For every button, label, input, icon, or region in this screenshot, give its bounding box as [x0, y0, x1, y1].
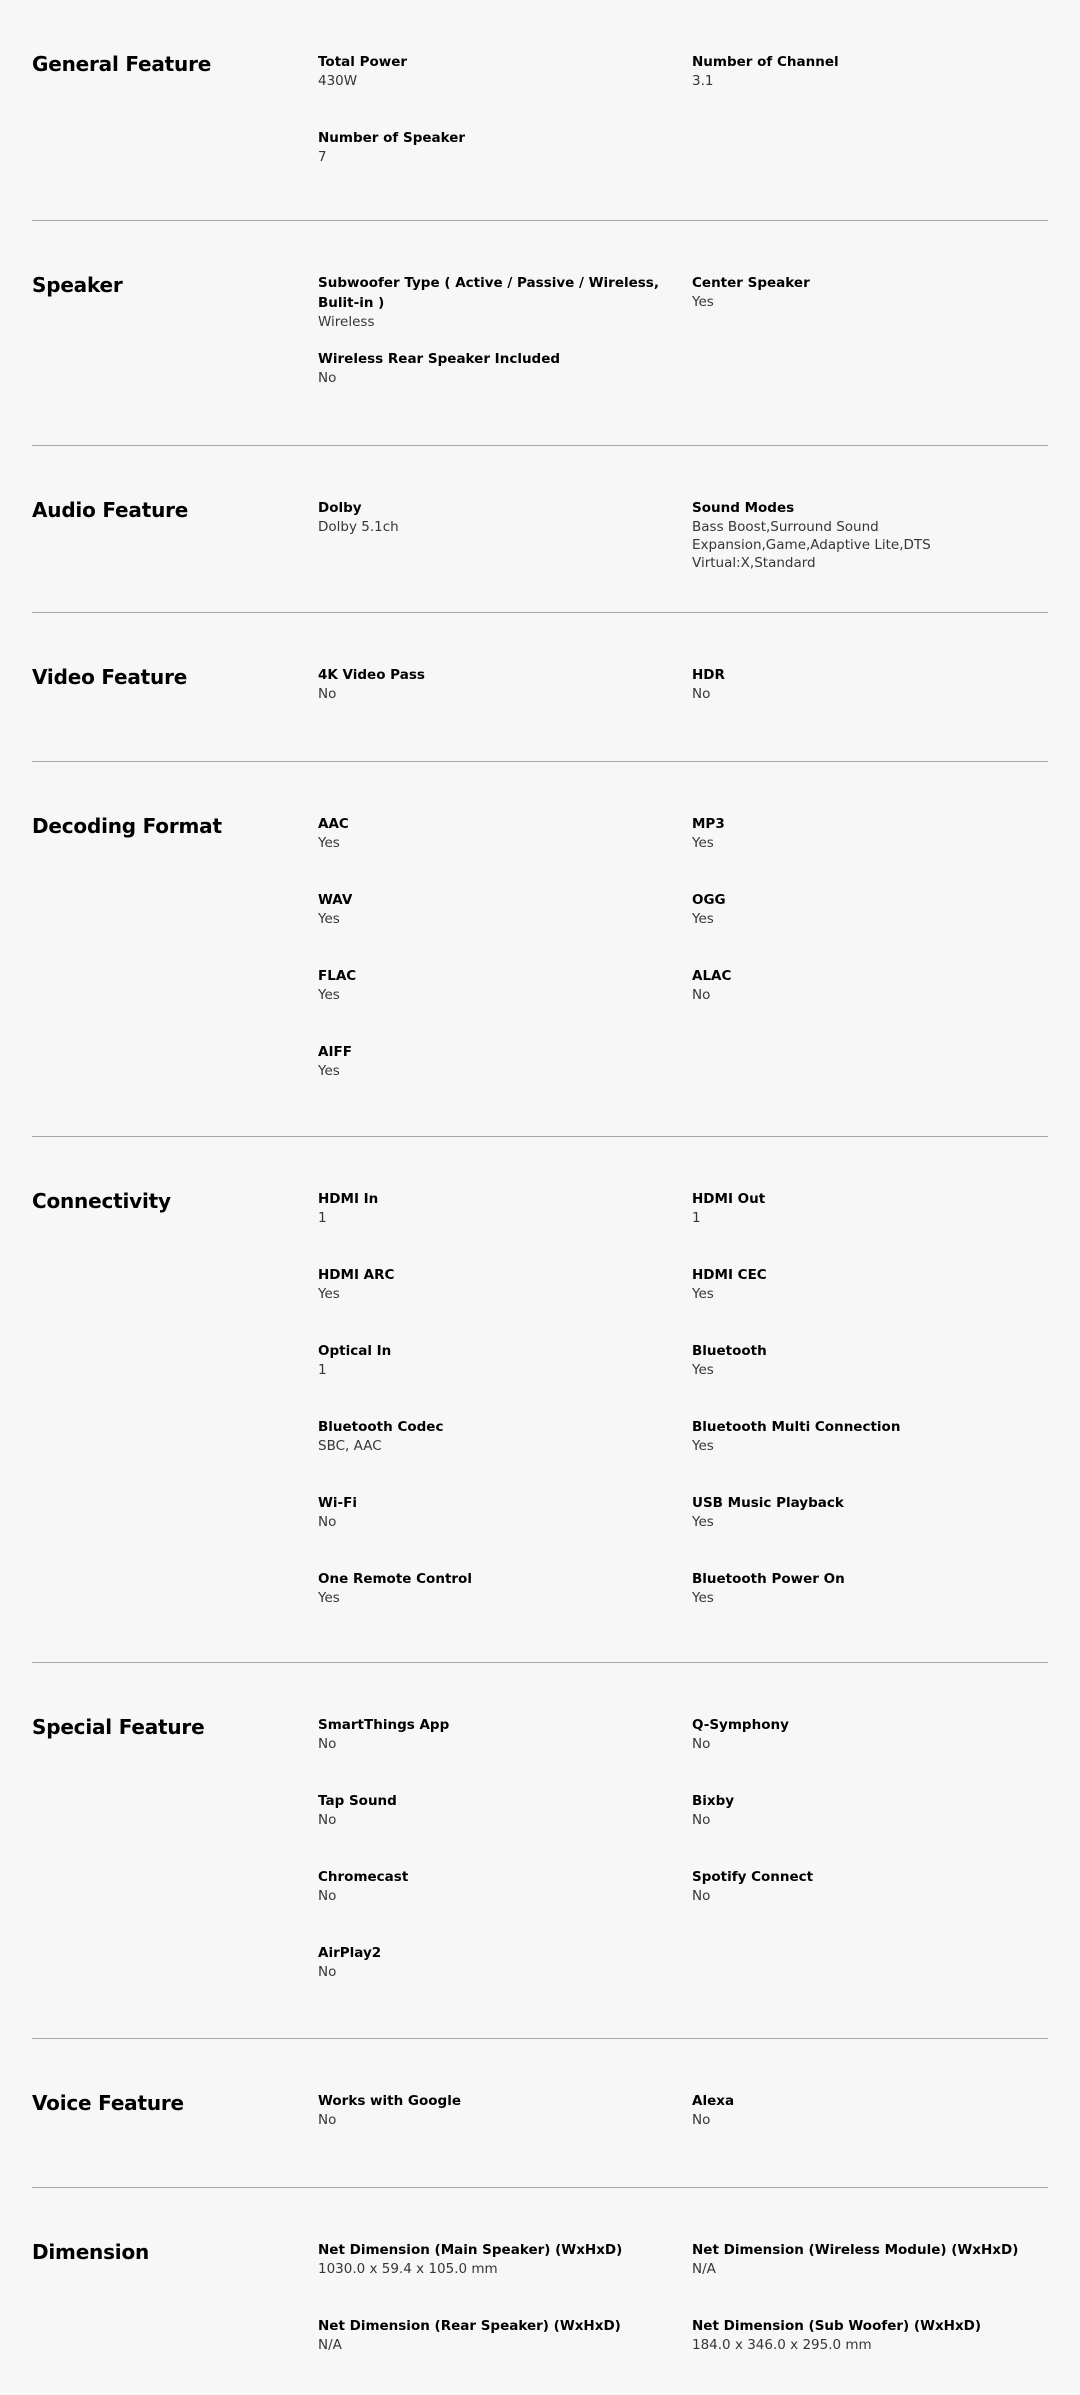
spec-item	[318, 2240, 692, 2316]
spec-label: USB Music Playback	[692, 1495, 844, 1511]
spec-section-special-feature	[32, 1663, 1048, 2039]
spec-label: Wireless Rear Speaker Included	[318, 351, 561, 367]
spec-label: AirPlay2	[318, 1945, 382, 1961]
spec-section-dimension	[32, 2188, 1048, 2388]
spec-section-video-feature	[32, 613, 1048, 762]
spec-item	[692, 2240, 1048, 2316]
spec-label: Bluetooth Codec	[318, 1419, 444, 1435]
spec-label: Center Speaker	[692, 275, 810, 291]
spec-value: No	[318, 1736, 337, 1752]
spec-section-audio-feature	[32, 446, 1048, 613]
spec-grid	[318, 2240, 1048, 2392]
spec-item	[692, 1189, 1048, 1265]
spec-item	[318, 1791, 692, 1867]
spec-value: 1030.0 x 59.4 x 105.0 mm	[318, 2261, 498, 2277]
spec-label: FLAC	[318, 968, 357, 984]
spec-item	[318, 1943, 692, 2019]
section-title: Connectivity	[32, 1189, 171, 1213]
spec-value: No	[318, 686, 337, 702]
spec-value: SBC, AAC	[318, 1438, 382, 1454]
spec-value: Yes	[692, 1590, 714, 1606]
spec-value: No	[692, 1812, 711, 1828]
spec-value: Yes	[318, 835, 340, 851]
spec-label: Total Power	[318, 54, 408, 70]
spec-item	[692, 1867, 1048, 1943]
spec-label: HDMI ARC	[318, 1267, 395, 1283]
spec-label: ALAC	[692, 968, 732, 984]
spec-value: No	[318, 1964, 337, 1980]
spec-label: HDMI Out	[692, 1191, 766, 1207]
section-title: Special Feature	[32, 1715, 205, 1739]
spec-label: Bluetooth	[692, 1343, 767, 1359]
section-title: Decoding Format	[32, 814, 222, 838]
spec-label: Chromecast	[318, 1869, 409, 1885]
spec-grid	[318, 2091, 1048, 2167]
spec-label: OGG	[692, 892, 726, 908]
spec-item	[692, 966, 1048, 1042]
spec-label: HDMI CEC	[692, 1267, 767, 1283]
spec-value: 1	[318, 1362, 327, 1378]
spec-value: 430W	[318, 73, 358, 89]
spec-item	[318, 1042, 692, 1118]
section-title: Audio Feature	[32, 498, 189, 522]
section-title: Dimension	[32, 2240, 150, 2264]
spec-label: Bluetooth Multi Connection	[692, 1419, 901, 1435]
spec-label: AIFF	[318, 1044, 352, 1060]
spec-label: Subwoofer Type ( Active / Passive / Wireless, Bulit-in )	[318, 275, 659, 311]
spec-section-decoding-format	[32, 762, 1048, 1137]
spec-label: AAC	[318, 816, 349, 832]
spec-item	[692, 890, 1048, 966]
spec-grid	[318, 52, 1048, 204]
spec-value: N/A	[318, 2337, 342, 2353]
spec-value: No	[318, 1812, 337, 1828]
spec-value: 7	[318, 149, 327, 165]
spec-value: Yes	[318, 1286, 340, 1302]
spec-label: Bluetooth Power On	[692, 1571, 845, 1587]
spec-label: Q-Symphony	[692, 1717, 789, 1733]
spec-value: Bass Boost,Surround Sound Expansion,Game,Adaptive Lite,DTS Virtual:X,Standard	[692, 519, 931, 571]
spec-label: HDR	[692, 667, 725, 683]
spec-value: Wireless	[318, 314, 375, 330]
spec-label: Number of Speaker	[318, 130, 466, 146]
section-title: General Feature	[32, 52, 212, 76]
spec-item	[318, 1715, 692, 1791]
spec-value: No	[318, 2112, 337, 2128]
spec-item	[318, 890, 692, 966]
spec-value: Yes	[692, 1438, 714, 1454]
spec-item	[318, 349, 692, 425]
spec-value: Yes	[692, 1286, 714, 1302]
spec-label: Net Dimension (Sub Woofer) (WxHxD)	[692, 2318, 982, 2334]
spec-item	[318, 1189, 692, 1265]
spec-label: One Remote Control	[318, 1571, 472, 1587]
spec-item	[692, 1341, 1048, 1417]
spec-label: Optical In	[318, 1343, 392, 1359]
spec-value: No	[318, 1888, 337, 1904]
spec-value: No	[692, 987, 711, 1003]
spec-item	[318, 665, 692, 741]
spec-grid	[318, 665, 1048, 741]
spec-value: Yes	[318, 911, 340, 927]
spec-value: Yes	[318, 1063, 340, 1079]
spec-section-connectivity	[32, 1137, 1048, 1663]
section-title: Voice Feature	[32, 2091, 184, 2115]
spec-label: Net Dimension (Rear Speaker) (WxHxD)	[318, 2318, 621, 2334]
spec-item	[318, 498, 692, 574]
spec-value: Yes	[692, 1362, 714, 1378]
spec-item	[318, 814, 692, 890]
spec-item	[692, 2316, 1048, 2392]
spec-item	[318, 2316, 692, 2392]
spec-value: Yes	[692, 835, 714, 851]
spec-value: No	[692, 686, 711, 702]
spec-value: 184.0 x 346.0 x 295.0 mm	[692, 2337, 872, 2353]
section-title: Video Feature	[32, 665, 188, 689]
spec-section-general-feature	[32, 0, 1048, 221]
spec-value: Yes	[692, 294, 714, 310]
spec-item	[692, 665, 1048, 741]
spec-grid	[318, 1189, 1048, 1645]
spec-item	[318, 1265, 692, 1341]
spec-item	[318, 2091, 692, 2167]
spec-value: 1	[318, 1210, 327, 1226]
spec-item	[318, 966, 692, 1042]
spec-grid	[318, 1715, 1048, 2019]
spec-item	[318, 128, 692, 204]
spec-item	[692, 1417, 1048, 1493]
spec-item	[692, 1493, 1048, 1569]
spec-item	[692, 1569, 1048, 1645]
spec-value: 1	[692, 1210, 701, 1226]
spec-value: 3.1	[692, 73, 714, 89]
spec-label: Spotify Connect	[692, 1869, 814, 1885]
spec-value: Yes	[692, 911, 714, 927]
spec-label: MP3	[692, 816, 725, 832]
spec-item	[318, 1867, 692, 1943]
spec-grid	[318, 273, 1048, 425]
spec-label: HDMI In	[318, 1191, 379, 1207]
spec-item	[318, 1341, 692, 1417]
spec-value: No	[692, 1736, 711, 1752]
spec-label: Net Dimension (Wireless Module) (WxHxD)	[692, 2242, 1019, 2258]
spec-label: SmartThings App	[318, 1717, 450, 1733]
section-title: Speaker	[32, 273, 123, 297]
spec-item	[692, 273, 1048, 349]
spec-label: 4K Video Pass	[318, 667, 425, 683]
spec-label: Bixby	[692, 1793, 735, 1809]
spec-value: No	[692, 1888, 711, 1904]
spec-value: Yes	[318, 1590, 340, 1606]
spec-item	[692, 1715, 1048, 1791]
spec-item	[318, 273, 692, 349]
spec-item	[692, 814, 1048, 890]
spec-item	[318, 1569, 692, 1645]
spec-value: No	[318, 1514, 337, 1530]
spec-item	[692, 52, 1048, 128]
spec-label: Wi-Fi	[318, 1495, 357, 1511]
spec-item	[318, 52, 692, 128]
spec-value: Yes	[318, 987, 340, 1003]
spec-section-speaker	[32, 221, 1048, 446]
spec-item	[692, 1791, 1048, 1867]
spec-label: WAV	[318, 892, 353, 908]
spec-value: No	[318, 370, 337, 386]
spec-section-voice-feature	[32, 2039, 1048, 2188]
spec-item	[692, 498, 1048, 574]
spec-grid	[318, 498, 1048, 574]
spec-label: Number of Channel	[692, 54, 839, 70]
spec-item	[318, 1417, 692, 1493]
spec-label: Dolby	[318, 500, 362, 516]
spec-label: Net Dimension (Main Speaker) (WxHxD)	[318, 2242, 623, 2258]
spec-value: No	[692, 2112, 711, 2128]
spec-label: Tap Sound	[318, 1793, 397, 1809]
spec-label: Sound Modes	[692, 500, 795, 516]
spec-item	[692, 1265, 1048, 1341]
spec-grid	[318, 814, 1048, 1118]
spec-item	[318, 1493, 692, 1569]
spec-label: Alexa	[692, 2093, 735, 2109]
spec-item	[692, 2091, 1048, 2167]
spec-value: N/A	[692, 2261, 716, 2277]
spec-value: Dolby 5.1ch	[318, 519, 399, 535]
spec-label: Works with Google	[318, 2093, 461, 2109]
spec-value: Yes	[692, 1514, 714, 1530]
